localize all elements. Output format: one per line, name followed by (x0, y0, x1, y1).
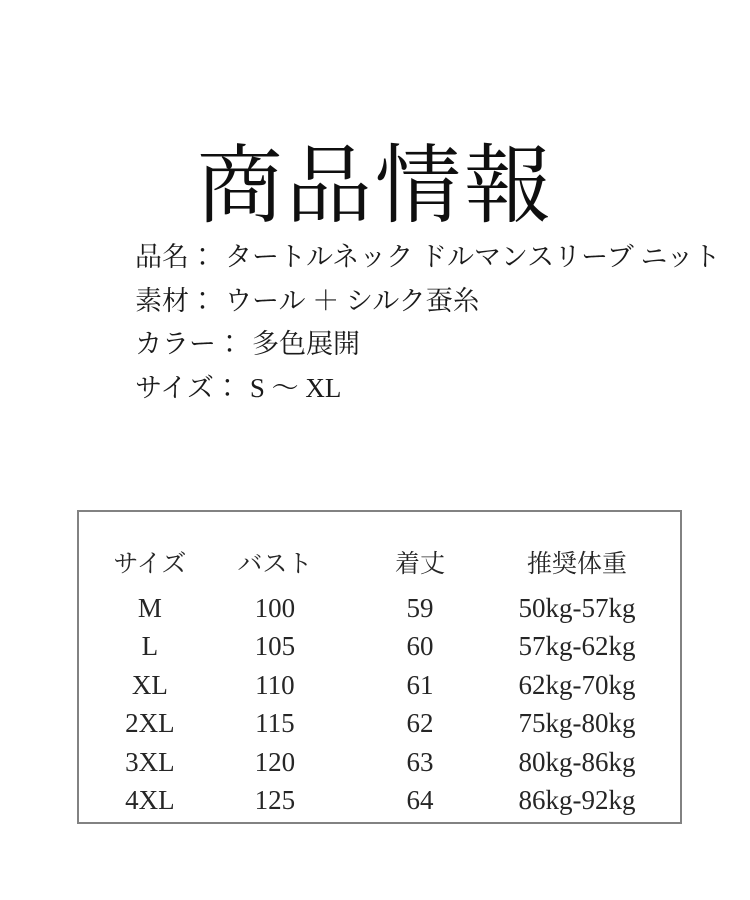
cell-size: 2XL (125, 708, 175, 739)
cell-weight: 80kg-86kg (518, 746, 636, 777)
page-title: 商品情報 (197, 137, 553, 234)
header-length: 着丈 (395, 550, 446, 578)
detail-label: サイズ： (135, 372, 241, 403)
detail-value: S ～ XL (249, 372, 342, 403)
cell-weight: 50kg-57kg (518, 592, 636, 623)
detail-size-range (135, 367, 720, 411)
table-row (79, 589, 680, 628)
cell-length: 62 (406, 708, 434, 739)
table-row (79, 743, 680, 782)
cell-weight: 86kg-92kg (518, 785, 636, 816)
cell-size: 3XL (125, 746, 175, 777)
detail-color (135, 323, 720, 367)
cell-size: L (141, 631, 159, 662)
detail-label: 品名： (135, 242, 216, 272)
cell-bust: 110 (255, 669, 295, 700)
table-row (79, 705, 680, 744)
table-row (79, 666, 680, 705)
cell-bust: 120 (254, 746, 296, 777)
detail-label: 素材： (135, 285, 216, 316)
header-weight: 推奨体重 (527, 550, 628, 578)
header-bust: バスト (237, 550, 313, 578)
header-size: サイズ (113, 550, 187, 578)
cell-bust: 115 (255, 708, 295, 739)
detail-value: 多色展開 (252, 329, 360, 359)
size-table (79, 534, 680, 820)
cell-weight: 62kg-70kg (518, 669, 636, 700)
cell-size: M (137, 592, 162, 623)
cell-length: 64 (406, 785, 434, 816)
table-row (79, 628, 680, 667)
detail-value: タートルネック ドルマンスリーブ ニット (225, 242, 721, 272)
table-header-row (79, 534, 680, 589)
cell-length: 63 (406, 746, 434, 777)
cell-size: XL (131, 669, 168, 700)
cell-length: 61 (406, 669, 434, 700)
detail-material (135, 280, 720, 324)
cell-bust: 105 (254, 631, 296, 662)
cell-length: 60 (406, 631, 434, 662)
cell-weight: 75kg-80kg (518, 708, 636, 739)
detail-label: カラー： (135, 329, 243, 359)
detail-product-name (135, 236, 720, 280)
cell-weight: 57kg-62kg (518, 631, 636, 662)
detail-value: ウール ＋ シルク蚕糸 (225, 285, 480, 316)
table-row (79, 782, 680, 821)
size-chart-box (77, 510, 682, 824)
cell-size: 4XL (125, 785, 175, 816)
cell-bust: 100 (254, 592, 296, 623)
cell-length: 59 (406, 592, 434, 623)
product-details (135, 236, 720, 410)
cell-bust: 125 (254, 785, 296, 816)
